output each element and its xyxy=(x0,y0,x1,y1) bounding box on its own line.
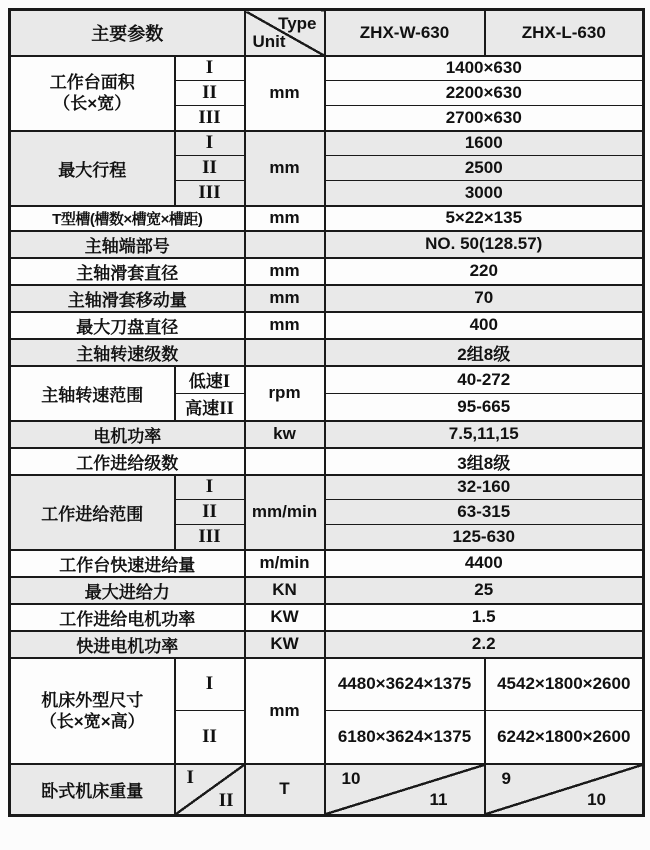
value-dimensions-l-1: 4542×1800×2600 xyxy=(485,658,644,711)
sub-label-dimensions-2: II xyxy=(175,711,245,764)
unit-cutter-dia: mm xyxy=(245,312,325,339)
row-label-weight: 卧式机床重量 xyxy=(10,764,175,816)
sub-label-feed-range-1: I xyxy=(175,475,245,500)
value-sleeve-dia: 220 xyxy=(325,258,644,285)
value-t-slot: 5×22×135 xyxy=(325,206,644,231)
value-feed-motor-power: 1.5 xyxy=(325,604,644,631)
header-row xyxy=(10,10,644,56)
row-label-rapid-feed: 工作台快速进给量 xyxy=(10,550,245,577)
row-label-feed-range: 工作进给范围 xyxy=(10,475,175,550)
value-max-travel-1: 1600 xyxy=(325,131,644,156)
row-label-sleeve-dia: 主轴滑套直径 xyxy=(10,258,245,285)
unit-t-slot: mm xyxy=(245,206,325,231)
sub-label-max-travel-2: II xyxy=(175,156,245,181)
value-table-area-2: 2200×630 xyxy=(325,81,644,106)
unit-feed-range: mm/min xyxy=(245,475,325,550)
unit-speed-steps xyxy=(245,339,325,366)
value-dimensions-l-2: 6242×1800×2600 xyxy=(485,711,644,764)
value-weight-zhx-l-diagonal-cell: 9 10 xyxy=(485,764,644,816)
sub-label-max-travel-1: I xyxy=(175,131,245,156)
machine-spec-table xyxy=(8,8,645,817)
sub-label-speed-range-high: 高速II xyxy=(175,393,245,421)
row-label-motor-power: 电机功率 xyxy=(10,421,245,448)
row-label-max-travel: 最大行程 xyxy=(10,131,175,206)
value-motor-power: 7.5,11,15 xyxy=(325,421,644,448)
value-rapid-motor-power: 2.2 xyxy=(325,631,644,658)
row-label-sleeve-travel: 主轴滑套移动量 xyxy=(10,285,245,312)
row-label-cutter-dia: 最大刀盘直径 xyxy=(10,312,245,339)
row-label-spindle-end: 主轴端部号 xyxy=(10,231,245,258)
value-dimensions-w-2: 6180×3624×1375 xyxy=(325,711,485,764)
row-label-table-area: 工作台面积 （长×宽） xyxy=(10,56,175,131)
unit-max-feed-force: KN xyxy=(245,577,325,604)
value-sleeve-travel: 70 xyxy=(325,285,644,312)
row-label-t-slot: T型槽(槽数×槽宽×槽距) xyxy=(10,206,245,231)
type-label: Type xyxy=(278,14,317,33)
sub-label-feed-range-2: II xyxy=(175,500,245,525)
value-feed-range-1: 32-160 xyxy=(325,475,644,500)
value-dimensions-w-1: 4480×3624×1375 xyxy=(325,658,485,711)
value-max-travel-3: 3000 xyxy=(325,181,644,206)
row-label-feed-steps: 工作进给级数 xyxy=(10,448,245,475)
unit-speed-range: rpm xyxy=(245,366,325,421)
main-params-header: 主要参数 xyxy=(10,10,245,56)
sub-label-table-area-3: III xyxy=(175,106,245,131)
weight-sub-diagonal-cell: I II xyxy=(175,764,245,816)
unit-max-travel: mm xyxy=(245,131,325,206)
value-rapid-feed: 4400 xyxy=(325,550,644,577)
sub-label-max-travel-3: III xyxy=(175,181,245,206)
value-feed-range-3: 125-630 xyxy=(325,525,644,550)
sub-label-table-area-1: I xyxy=(175,56,245,81)
unit-rapid-feed: m/min xyxy=(245,550,325,577)
value-speed-range-high: 95-665 xyxy=(325,393,644,421)
unit-feed-motor-power: KW xyxy=(245,604,325,631)
sub-label-speed-range-low: 低速I xyxy=(175,366,245,394)
unit-label: Unit xyxy=(252,31,286,51)
unit-dimensions: mm xyxy=(245,658,325,764)
type-unit-diagonal-cell xyxy=(245,10,325,56)
value-table-area-1: 1400×630 xyxy=(325,56,644,81)
sub-label-dimensions-1: I xyxy=(175,658,245,711)
unit-table-area: mm xyxy=(245,56,325,131)
sub-label-table-area-2: II xyxy=(175,81,245,106)
row-label-dimensions: 机床外型尺寸 （长×宽×高） xyxy=(10,658,175,764)
unit-spindle-end xyxy=(245,231,325,258)
row-label-max-feed-force: 最大进给力 xyxy=(10,577,245,604)
value-weight-zhx-w-diagonal-cell: 10 11 xyxy=(325,764,485,816)
sub-label-feed-range-3: III xyxy=(175,525,245,550)
row-label-feed-motor-power: 工作进给电机功率 xyxy=(10,604,245,631)
unit-sleeve-travel: mm xyxy=(245,285,325,312)
unit-rapid-motor-power: KW xyxy=(245,631,325,658)
value-speed-range-low: 40-272 xyxy=(325,366,644,394)
value-feed-range-2: 63-315 xyxy=(325,500,644,525)
value-spindle-end: NO. 50(128.57) xyxy=(325,231,644,258)
row-label-speed-steps: 主轴转速级数 xyxy=(10,339,245,366)
row-label-speed-range: 主轴转速范围 xyxy=(10,366,175,421)
value-max-feed-force: 25 xyxy=(325,577,644,604)
value-table-area-3: 2700×630 xyxy=(325,106,644,131)
unit-sleeve-dia: mm xyxy=(245,258,325,285)
value-speed-steps: 2组8级 xyxy=(325,339,644,366)
model-header-zhx-w-630: ZHX-W-630 xyxy=(325,10,485,56)
unit-feed-steps xyxy=(245,448,325,475)
model-header-zhx-l-630: ZHX-L-630 xyxy=(485,10,644,56)
value-feed-steps: 3组8级 xyxy=(325,448,644,475)
unit-motor-power: kw xyxy=(245,421,325,448)
unit-weight: T xyxy=(245,764,325,816)
value-cutter-dia: 400 xyxy=(325,312,644,339)
row-label-rapid-motor-power: 快进电机功率 xyxy=(10,631,245,658)
value-max-travel-2: 2500 xyxy=(325,156,644,181)
